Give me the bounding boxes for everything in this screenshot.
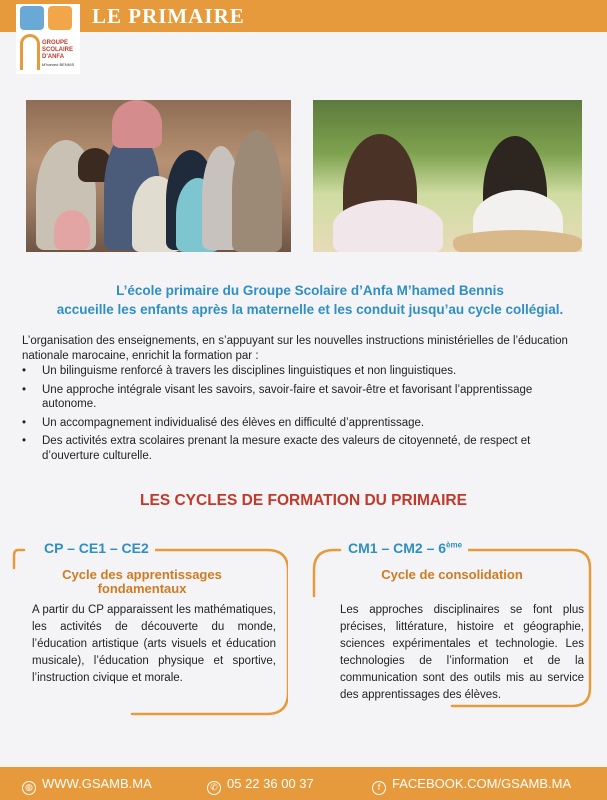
- list-item: • Un accompagnement individualisé des élèves en difficulté d’apprentissage.: [22, 416, 587, 431]
- page-title: LE PRIMAIRE: [92, 4, 245, 28]
- cycle-name: Cycle de consolidation: [381, 567, 523, 582]
- intro-text: [40, 281, 580, 319]
- cycle-code: CM1 – CM2 – 6ème: [342, 540, 468, 556]
- cycle-card-consolidation: [312, 540, 592, 708]
- logo-s-block: [48, 6, 72, 30]
- photo-children-classroom: [313, 100, 582, 252]
- globe-icon: ◍: [22, 781, 36, 795]
- school-logo: [16, 4, 80, 74]
- cycle-code: CP – CE1 – CE2: [38, 540, 155, 556]
- cycle-description: A partir du CP apparaissent les mathématiques, les activités de découverte du monde, l’éducation artistique (arts visuels et éducation musicale), l’éducation physique et sportive, l’instruction civique et morale.: [32, 604, 276, 684]
- list-item: • Une approche intégrale visant les savoirs, savoir-faire et savoir-être et favorisant l’apprentissage autonome.: [22, 383, 587, 412]
- phone-icon: ✆: [207, 781, 221, 795]
- cycle-card-fondamentaux: [12, 540, 288, 716]
- list-item: • Un bilinguisme renforcé à travers les disciplines linguistiques et non linguistiques.: [22, 364, 587, 379]
- photo-children-group: [26, 100, 291, 252]
- facebook-icon: f: [372, 781, 386, 795]
- intro-line-1: L’école primaire du Groupe Scolaire d’Anfa M’hamed Bennis: [116, 283, 504, 298]
- list-item: • Des activités extra scolaires prenant la mesure exacte des valeurs de citoyenneté, de respect et d’ouverture culturelle.: [22, 434, 587, 463]
- logo-g-block: [20, 6, 44, 30]
- footer-facebook[interactable]: f FACEBOOK.COM/GSAMB.MA: [372, 776, 571, 795]
- footer-phone[interactable]: ✆ 05 22 36 00 37: [207, 776, 314, 795]
- footer-bar: [0, 767, 607, 800]
- logo-text: GROUPE SCOLAIRE D'ANFA M'hamed BENNIS: [42, 40, 75, 67]
- bullet-list: [22, 364, 587, 467]
- intro-line-2: accueille les enfants après la maternelle et les conduit jusqu’au cycle collégial.: [56, 302, 564, 317]
- cycle-name: Cycle des apprentissages fondamentaux: [62, 567, 222, 596]
- logo-a-shape: [20, 34, 40, 70]
- organisation-paragraph: L’organisation des enseignements, en s’appuyant sur les nouvelles instructions ministérielles de l’éducation nationale marocaine, enrichit la formation par :: [22, 335, 568, 362]
- cycle-description: Les approches disciplinaires se font plus précises, littérature, histoire et géographie, sciences expérimentales et technologie. Les technologies de l’information et de la communication sont des outils mis au service des apprentissages des élèves.: [340, 604, 584, 701]
- footer-website[interactable]: ◍ WWW.GSAMB.MA: [22, 776, 152, 795]
- section-title: LES CYCLES DE FORMATION DU PRIMAIRE: [140, 492, 467, 509]
